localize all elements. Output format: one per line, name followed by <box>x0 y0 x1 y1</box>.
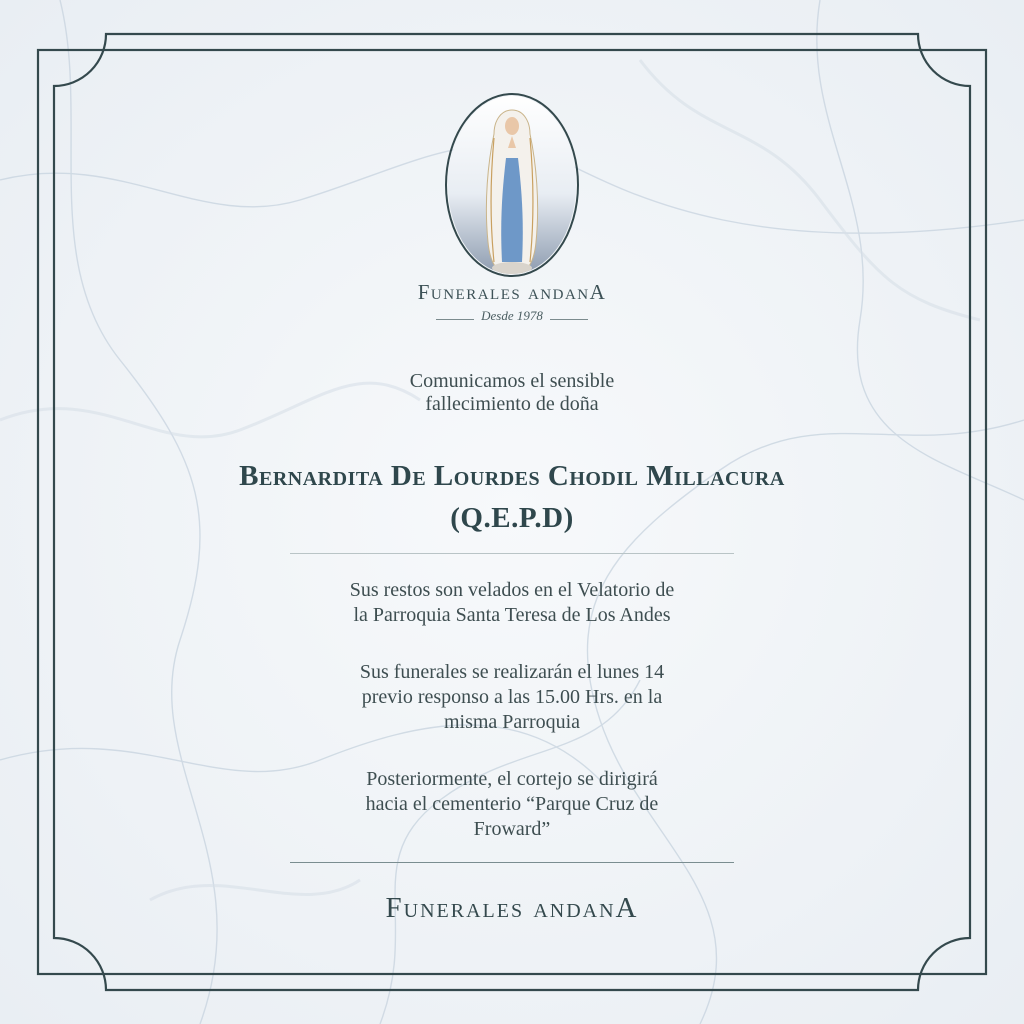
deceased-full-name: Bernardita De Lourdes Chodil Millacura <box>239 460 785 492</box>
wake-location-paragraph <box>262 578 762 628</box>
divider-bottom <box>290 862 734 863</box>
funeral-line-1: Sus funerales se realizarán el lunes 14 <box>359 661 665 683</box>
virgin-mary-emblem <box>444 92 580 278</box>
funeral-line-3: misma Parroquia <box>443 711 581 733</box>
procession-line-3: Froward” <box>473 818 551 840</box>
intro-line-1: Comunicamos el sensible <box>409 370 615 392</box>
announcement-intro <box>312 370 712 416</box>
established-tagline <box>412 308 612 330</box>
funeral-line-2: previo responso a las 15.00 Hrs. en la <box>361 686 663 708</box>
funeral-service-paragraph <box>262 660 762 735</box>
divider-top <box>290 553 734 554</box>
intro-line-2: fallecimiento de doña <box>425 393 599 415</box>
brand-logo-text: Funerales andanA <box>417 280 607 304</box>
procession-paragraph <box>262 767 762 842</box>
footer-brand: Funerales andanA <box>385 892 639 924</box>
tagline-right-line <box>550 319 588 320</box>
wake-line-1: Sus restos son velados en el Velatorio de <box>349 579 675 601</box>
qepd-label: (Q.E.P.D) <box>450 502 574 534</box>
procession-line-1: Posteriormente, el cortejo se dirigirá <box>366 768 658 790</box>
wake-line-2: la Parroquia Santa Teresa de Los Andes <box>353 604 671 626</box>
procession-line-2: hacia el cementerio “Parque Cruz de <box>365 793 659 815</box>
deceased-name <box>112 455 912 539</box>
established-year: Desde 1978 <box>481 308 543 323</box>
